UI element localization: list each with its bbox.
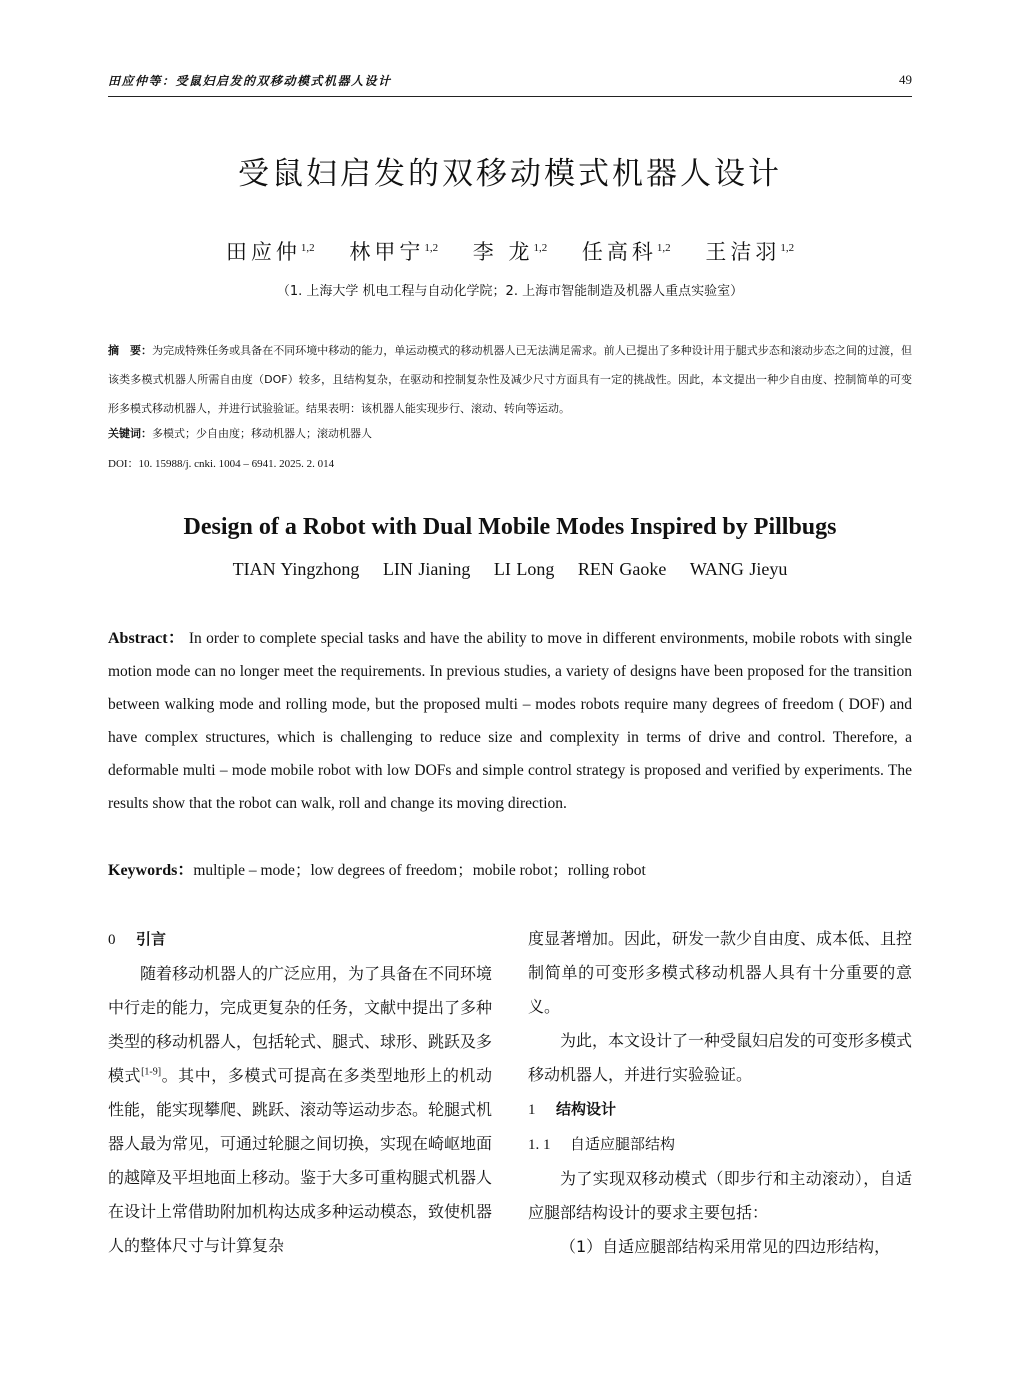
citation: [1-9]: [141, 1066, 162, 1078]
running-header: [108, 70, 912, 97]
body-paragraph: 为此，本文设计了一种受鼠妇启发的可变形多模式移动机器人，并进行实验验证。: [528, 1031, 913, 1084]
abstract-cn: [108, 336, 912, 423]
abstract-cn-label: 摘 要：: [108, 344, 153, 357]
keywords-en: [108, 854, 912, 887]
subsection-title: 自适应腿部结构: [570, 1135, 676, 1153]
author-affiliation-mark: 1,2: [780, 242, 795, 254]
keywords-cn: [108, 424, 912, 444]
section-number: 0: [108, 932, 116, 948]
author-affiliation-mark: 1,2: [656, 242, 671, 254]
author-cn: [705, 240, 794, 264]
keywords-en-label: Keywords：: [108, 862, 194, 879]
body-paragraph: （1）自适应腿部结构采用常见的四边形结构，: [560, 1237, 891, 1256]
abstract-en-text: In order to complete special tasks and have the ability to move in different environments, mobile robots with single motion mode can no longer meet the requirements. In previous studies, a variety of designs have been proposed for the transition between walking mode and rolling mode, but the proposed multi – modes robots require many degrees of freedom ( DOF) and have complex structures, which is challenging to reduce size and complexity in terms of drive and control. Therefore, a deformable multi – mode mobile robot with low DOFs and simple control strategy is proposed and verified by experiments. The results show that the robot can walk, roll and change its moving direction.: [108, 630, 913, 812]
body-paragraph: [108, 957, 492, 1263]
subsection-heading: [528, 1127, 912, 1162]
author-en: WANG Jieyu: [689, 559, 788, 579]
author-list-en: [0, 559, 1020, 580]
paragraph-text: 随着移动机器人的广泛应用，为了具备在不同环境中行走的能力，完成更复杂的任务，文献中提出了多种类型的移动机器人，包括轮式、腿式、球形、跳跃及多模式: [108, 964, 493, 1085]
author-affiliation-mark: 1,2: [300, 242, 315, 254]
section-title: 结构设计: [556, 1100, 617, 1118]
author-affiliation-mark: 1,2: [424, 242, 439, 254]
running-title: 田应仲等：受鼠妇启发的双移动模式机器人设计: [108, 74, 392, 88]
paper-title-cn: 受鼠妇启发的双移动模式机器人设计: [238, 156, 782, 192]
section-title: 引言: [136, 930, 167, 948]
author-en: REN Gaoke: [577, 559, 667, 579]
author-name: 王洁羽: [705, 240, 781, 264]
body-paragraph-continued: 度显著增加。因此，研发一款少自由度、成本低、且控制简单的可变形多模式移动机器人具有十分重要的意义。: [528, 929, 913, 1016]
author-name: 李 龙: [472, 240, 534, 264]
paper-title-en: Design of a Robot with Dual Mobile Modes Inspired by Pillbugs: [183, 514, 837, 540]
abstract-en: [108, 622, 912, 820]
author-name: 林甲宁: [349, 240, 425, 264]
keywords-cn-label: 关键词：: [108, 427, 152, 440]
paragraph-text: 。其中，多模式可提高在多类型地形上的机动性能，能实现攀爬、跳跃、滚动等运动步态。轮腿式机器人最为常见，可通过轮腿之间切换，实现在崎岖地面的越障及平坦地面上移动。鉴于大多可重构腿式机器人在设计上常借助附加机构达成多种运动模态，致使机器人的整体尺寸与计算复杂: [108, 1066, 493, 1255]
section-heading-structure: [528, 1092, 912, 1127]
body-column-left: [108, 922, 492, 1263]
abstract-cn-text: 为完成特殊任务或具备在不同环境中移动的能力，单运动模式的移动机器人已无法满足需求。前人已提出了多种设计用于腿式步态和滚动步态之间的过渡，但该类多模式机器人所需自由度（DOF）较多，且结构复杂，在驱动和控制复杂性及减少尺寸方面具有一定的挑战性。因此，本文提出一种少自由度、控制简单的可变形多模式移动机器人，并进行试验验证。结果表明：该机器人能实现步行、滚动、转向等运动。: [108, 344, 913, 415]
author-cn: [226, 240, 315, 264]
author-cn: [582, 240, 671, 264]
author-list-cn: [0, 236, 1020, 266]
author-cn: [473, 240, 547, 264]
subsection-number: 1. 1: [528, 1137, 551, 1153]
abstract-en-label: Abstract：: [108, 630, 185, 647]
author-name: 田应仲: [225, 240, 301, 264]
affiliation-cn: （1. 上海大学 机电工程与自动化学院；2. 上海市智能制造及机器人重点实验室）: [276, 284, 744, 299]
author-en: TIAN Yingzhong: [232, 559, 360, 579]
author-en: LI Long: [493, 559, 555, 579]
author-cn: [349, 240, 438, 264]
keywords-en-text: multiple – mode；low degrees of freedom；mobile robot；rolling robot: [193, 862, 646, 879]
doi: DOI：10. 15988/j. cnki. 1004 – 6941. 2025. 2. 014: [108, 458, 335, 470]
page-number: 49: [899, 72, 912, 87]
author-name: 任高科: [581, 240, 657, 264]
section-heading-introduction: [108, 922, 492, 957]
author-affiliation-mark: 1,2: [533, 242, 548, 254]
body-column-right: [528, 922, 912, 1264]
author-en: LIN Jianing: [382, 559, 471, 579]
body-paragraph: 为了实现双移动模式（即步行和主动滚动），自适应腿部结构设计的要求主要包括：: [528, 1169, 912, 1222]
keywords-cn-text: 多模式；少自由度；移动机器人；滚动机器人: [152, 427, 372, 440]
section-number: 1: [528, 1102, 536, 1118]
